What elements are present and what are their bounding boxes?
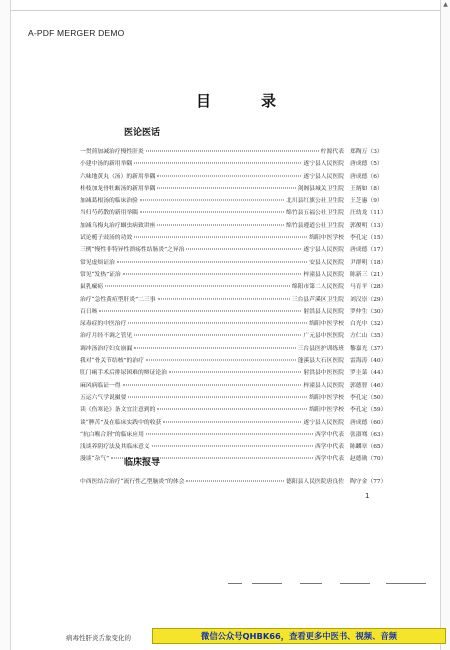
- entry-author-page: 马育平（28）: [350, 284, 387, 291]
- entry-author-page: 刘汉崇（29）: [350, 296, 387, 303]
- entry-page-number: 59: [373, 407, 381, 414]
- dot-leader: [157, 409, 307, 410]
- toc-entry[interactable]: [80, 404, 390, 416]
- entry-source: 遂宁县人民医院: [303, 161, 344, 168]
- entry-author-page: 李孔定（59）: [350, 407, 387, 414]
- entry-source: 射洪县中医医院: [303, 370, 344, 377]
- entry-author-page: 李孔定（50）: [350, 394, 387, 401]
- entry-author-page: 唐成德（5）: [350, 161, 383, 168]
- entry-source: 梓潼县人民医院: [303, 271, 344, 278]
- next-page-fragment: 病毒性肝炎舌象变化的: [66, 634, 131, 642]
- dot-leader: [186, 481, 284, 482]
- entry-page-number: 30: [373, 308, 381, 315]
- toc-list: [80, 146, 390, 466]
- entry-page-number: 46: [373, 382, 381, 389]
- entry-page-number: 37: [373, 345, 381, 352]
- entry-author-page: 陈麟章（65）: [350, 444, 387, 451]
- entry-page-number: 77: [373, 479, 381, 485]
- toc-entry[interactable]: [80, 441, 390, 453]
- entry-author-page: 王芝惠（9）: [350, 198, 383, 205]
- entry-page-number: 40: [373, 358, 381, 365]
- entry-author-page: 唐成德（17）: [350, 247, 387, 254]
- entry-source: 德阳县人民医院唐良佐: [286, 479, 344, 485]
- entry-author: 雷海涛: [350, 358, 368, 365]
- entry-author: 黎嘉光: [350, 345, 368, 352]
- entry-author: 方仁山: [350, 333, 368, 340]
- entry-author: 白光中: [350, 321, 368, 328]
- dot-leader: [123, 273, 302, 274]
- viewer-scrollbar[interactable]: [440, 0, 450, 650]
- entry-source: 北川县红旗公社卫生院: [286, 198, 344, 205]
- entry-author: 尹群明: [350, 259, 368, 266]
- dot-leader: [163, 421, 301, 422]
- entry-title: 常见虚烦证治: [80, 259, 115, 266]
- entry-author-page: 雷海涛（40）: [350, 358, 387, 365]
- entry-page-number: 5: [373, 161, 377, 168]
- entry-author-page: 张淑骞（63）: [350, 431, 387, 438]
- entry-author-page: 黎嘉光（37）: [350, 345, 387, 352]
- entry-source: 绵阳中医学校: [309, 407, 344, 414]
- toc-entry[interactable]: [80, 195, 390, 207]
- toc-entry[interactable]: [80, 183, 390, 195]
- dot-leader: [134, 237, 307, 238]
- entry-author-page: 唐成德（60）: [350, 419, 387, 426]
- toc-entry[interactable]: [80, 380, 390, 392]
- toc-entry[interactable]: [80, 220, 390, 232]
- viewer-top-bar: [0, 0, 450, 11]
- toc-entry[interactable]: [80, 171, 390, 183]
- entry-title: 鼠乳瘰疬: [80, 284, 104, 291]
- entry-source: 绵阳中医学校: [309, 235, 344, 242]
- entry-page-number: 29: [373, 296, 381, 303]
- toc-entry[interactable]: [80, 207, 390, 219]
- entry-title: 常见“发热”证治: [80, 271, 121, 278]
- toc-entry[interactable]: [80, 330, 390, 342]
- dot-leader: [146, 151, 319, 152]
- entry-page-number: 44: [373, 370, 381, 377]
- entry-author: 汪幼龙: [350, 210, 368, 217]
- entry-source: 柠源代表: [320, 149, 344, 155]
- entry-author: 刘汉崇: [350, 296, 368, 303]
- entry-title: 三例“慢性非特异性溃疡性结肠炎”之异治: [80, 247, 185, 254]
- toc-entry[interactable]: [80, 232, 390, 244]
- entry-title: 尿毒症的中医治疗: [80, 321, 127, 328]
- entry-source: 遂宁县人民医院: [303, 419, 344, 426]
- entry-author: 王炳如: [350, 185, 368, 192]
- toc-entry[interactable]: [80, 367, 390, 379]
- entry-page-number: 17: [373, 247, 381, 254]
- entry-author-page: 罗圭菜（44）: [350, 370, 387, 377]
- toc-list-reports: [80, 476, 390, 488]
- entry-author-page: 汪幼龙（11）: [350, 210, 387, 217]
- entry-page-number: 15: [373, 235, 381, 242]
- entry-title: 肛门痢手术后排尿困难的辩证论治: [80, 370, 167, 377]
- toc-entry[interactable]: [80, 476, 390, 488]
- entry-title: 浅谈养阴疗法及其临床意义: [80, 444, 150, 451]
- entry-page-number: 70: [373, 456, 381, 463]
- entry-page-number: 63: [373, 431, 381, 438]
- entry-source: 蓬溪县大石区医院: [297, 358, 344, 365]
- entry-source: 西学中代表: [315, 456, 344, 463]
- dot-leader: [123, 384, 302, 385]
- toc-entry[interactable]: [80, 417, 390, 429]
- entry-source: 射洪县人民医院: [303, 308, 344, 315]
- dot-leader: [128, 323, 307, 324]
- entry-author: 郭德智: [350, 382, 368, 389]
- entry-source: 剑阁县城关卫生院: [297, 185, 344, 192]
- entry-author-page: 方仁山（35）: [350, 333, 387, 340]
- toc-entry[interactable]: [80, 429, 390, 441]
- divider-dash: [340, 583, 370, 584]
- entry-author: 罗圭菜: [350, 370, 368, 377]
- scroll-up-arrow-icon[interactable]: ▲: [443, 1, 448, 8]
- entry-source: 梓潼县人民医院: [303, 382, 344, 389]
- dot-leader: [99, 310, 301, 311]
- entry-author: 唐成德: [350, 173, 368, 180]
- entry-source: 广元县中医医院: [303, 333, 344, 340]
- toc-entry[interactable]: [80, 318, 390, 330]
- entry-author-page: 陈新三（21）: [350, 271, 387, 278]
- entry-author: 赵德勋: [350, 456, 368, 463]
- entry-author: 李孔定: [350, 394, 368, 401]
- page-mark: 1: [365, 492, 370, 500]
- entry-author: 唐成德: [350, 161, 368, 168]
- entry-source: 绵阳中医学校: [309, 321, 344, 328]
- entry-author-page: 尹群明（18）: [350, 259, 387, 266]
- entry-author-page: 郭俊明（13）: [350, 222, 387, 229]
- entry-author: 王芝惠: [350, 198, 368, 205]
- dot-leader: [134, 347, 295, 348]
- toc-entry[interactable]: [80, 269, 390, 281]
- entry-author-page: 郑陶万（3）: [350, 149, 383, 155]
- dot-leader: [157, 187, 295, 188]
- divider-dash: [300, 583, 322, 584]
- entry-page-number: 11: [373, 210, 381, 217]
- entry-page-number: 65: [373, 444, 381, 451]
- divider-dash: [228, 583, 242, 584]
- entry-title: 我对“骨关节结核”的治疗: [80, 358, 144, 365]
- entry-page-number: 3: [373, 149, 377, 155]
- entry-source: 遂宁县人民医院: [303, 247, 344, 254]
- dot-leader: [157, 224, 284, 225]
- title-char-1: 目: [196, 92, 212, 110]
- entry-source: 三台县医护训练班: [297, 345, 344, 352]
- toc-entry[interactable]: [80, 355, 390, 367]
- promo-banner[interactable]: 微信公众号QHBK66，查看更多中医书、视频、音频: [152, 628, 446, 644]
- divider-dash: [386, 583, 426, 584]
- toc-entry[interactable]: [80, 294, 390, 306]
- entry-author: 罗仲生: [350, 308, 368, 315]
- dot-leader: [146, 433, 313, 434]
- entry-title: 当归芍药散的新用举隅: [80, 210, 138, 217]
- toc-entry[interactable]: [80, 257, 390, 269]
- entry-author-page: 王炳如（8）: [350, 185, 383, 192]
- entry-page-number: 60: [373, 419, 381, 426]
- toc-entry[interactable]: [80, 244, 390, 256]
- toc-entry[interactable]: [80, 146, 390, 158]
- section-heading-reports: 临床报导: [124, 458, 161, 468]
- title-char-2: 录: [260, 92, 276, 110]
- watermark-header: A-PDF MERGER DEMO: [28, 28, 125, 38]
- toc-entry[interactable]: [80, 306, 390, 318]
- entry-page-number: 21: [373, 271, 381, 278]
- entry-author-page: 陶守金（77）: [350, 479, 387, 485]
- entry-author: 陈麟章: [350, 444, 368, 451]
- entry-author: 郭俊明: [350, 222, 368, 229]
- toc-entry[interactable]: [80, 158, 390, 170]
- entry-author-page: 赵德勋（70）: [350, 456, 387, 463]
- entry-author: 张淑骞: [350, 431, 368, 438]
- page-title: [196, 90, 276, 111]
- entry-author-page: 李孔定（15）: [350, 235, 387, 242]
- dot-leader: [140, 212, 284, 213]
- entry-title: 治疗月经不调之管见: [80, 333, 133, 340]
- divider-dash: [252, 583, 282, 584]
- entry-title: 谈“脾苦”及在临床实践中的收获: [80, 419, 162, 426]
- entry-author: 唐成德: [350, 247, 368, 254]
- toc-entry[interactable]: [80, 343, 390, 355]
- entry-author-page: 罗仲生（30）: [350, 308, 387, 315]
- dot-leader: [140, 200, 284, 201]
- entry-author-page: 唐成德（6）: [350, 173, 383, 180]
- dot-leader: [146, 360, 296, 361]
- entry-page-number: 8: [373, 185, 377, 192]
- entry-title: 麻风病临证一得: [80, 382, 121, 389]
- entry-source: 遂宁县人民医院: [303, 173, 344, 180]
- dot-leader: [128, 396, 307, 397]
- dot-leader: [117, 261, 307, 262]
- entry-title: 中西医结合治疗“流行性乙型脑炎”的体会: [80, 479, 185, 485]
- dot-leader: [169, 372, 301, 373]
- entry-page-number: 18: [373, 259, 381, 266]
- section-heading-theory: 医论医话: [124, 128, 161, 138]
- entry-source: 绵阳中医学校: [309, 394, 344, 401]
- entry-title: 调冲汤治疗妇女崩漏: [80, 345, 133, 352]
- entry-source: 绵竹县五福公社卫生院: [286, 210, 344, 217]
- entry-author: 唐成德: [350, 419, 368, 426]
- entry-source: 西学中代表: [315, 431, 344, 438]
- entry-title: 五运六气学说摄要: [80, 394, 127, 401]
- entry-source: 安县人民医院: [309, 259, 344, 266]
- dot-leader: [158, 298, 290, 299]
- entry-page-number: 28: [373, 284, 381, 291]
- dot-leader: [152, 446, 313, 447]
- entry-source: 三台县芦溪区卫生院: [291, 296, 344, 303]
- entry-author: 陈新三: [350, 271, 368, 278]
- entry-title: 加减葛根汤的临床治验: [80, 198, 138, 205]
- dot-leader: [134, 335, 301, 336]
- entry-page-number: 13: [373, 222, 381, 229]
- entry-author: 陶守金: [350, 479, 368, 485]
- entry-source: 西学中代表: [315, 444, 344, 451]
- dot-leader: [105, 286, 290, 287]
- dot-leader: [134, 163, 301, 164]
- entry-title: 一贯煎加减治疗慢性肝炎: [80, 149, 144, 155]
- entry-source: 绵阳市第二人民医院: [291, 284, 344, 291]
- entry-title: 百日咳: [80, 308, 98, 315]
- entry-title: 治疗“急性黄疸型肝炎”二三事: [80, 296, 156, 303]
- entry-title: 读《伤寒论》条文宜注意到的: [80, 407, 156, 414]
- entry-author: 李孔定: [350, 407, 368, 414]
- viewer-left-border: [0, 0, 11, 650]
- entry-author: 李孔定: [350, 235, 368, 242]
- entry-page-number: 50: [373, 394, 381, 401]
- dot-leader: [186, 249, 301, 250]
- entry-page-number: 9: [373, 198, 377, 205]
- entry-author: 马育平: [350, 284, 368, 291]
- toc-entry[interactable]: [80, 281, 390, 293]
- entry-page-number: 32: [373, 321, 381, 328]
- entry-title: 漫谈“杂气”: [80, 456, 110, 463]
- entry-page-number: 35: [373, 333, 381, 340]
- entry-author-page: 郭德智（46）: [350, 382, 387, 389]
- entry-page-number: 6: [373, 173, 377, 180]
- entry-author-page: 白光中（32）: [350, 321, 387, 328]
- entry-title: 小建中汤的新用举隅: [80, 161, 133, 168]
- entry-source: 绵竹县遵道公社卫生院: [286, 222, 344, 229]
- entry-title: 试论栀子豉汤的功效: [80, 235, 133, 242]
- entry-author: 郑陶万: [350, 149, 368, 155]
- entry-title: “抗白喉合剂”的临床应用: [80, 431, 144, 438]
- entry-title: 六味地黄丸（汤）的新用举隅: [80, 173, 156, 180]
- dot-leader: [157, 175, 301, 176]
- toc-entry[interactable]: [80, 392, 390, 404]
- entry-title: 加减乌梅丸治疗蝈虫病致讲座: [80, 222, 156, 229]
- entry-title: 桂枝加龙骨牡蛎汤的新用举隅: [80, 185, 156, 192]
